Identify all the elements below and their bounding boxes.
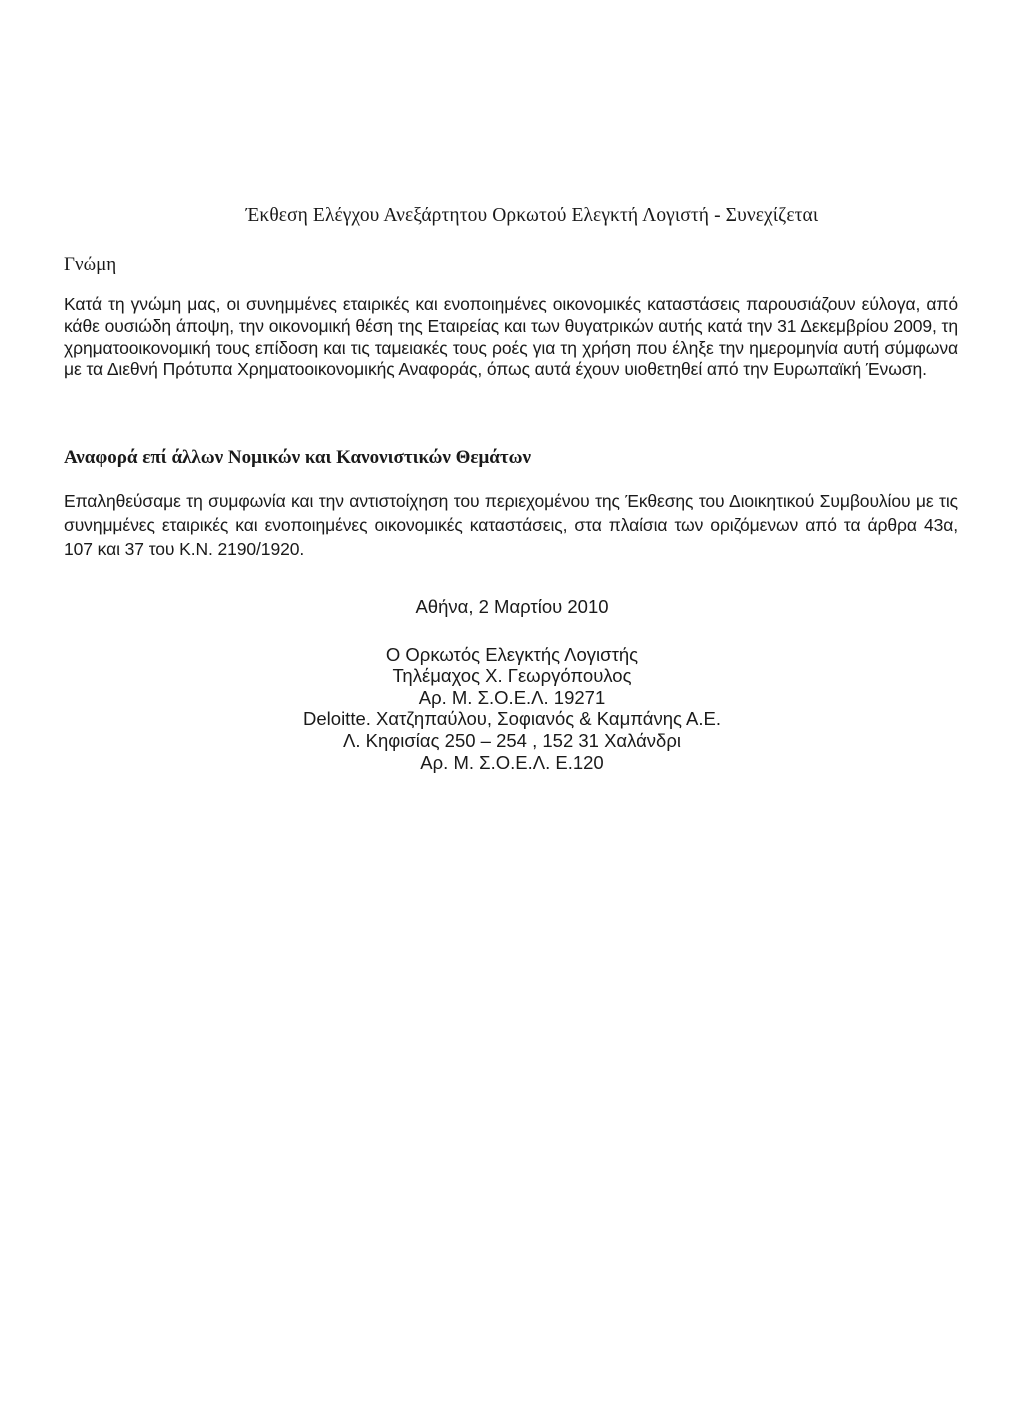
opinion-paragraph: Κατά τη γνώμη μας, οι συνημμένες εταιρικές και ενοποιημένες οικονομικές καταστάσεις παρουσιάζουν εύλογα, από κάθε ουσιώδη άποψη, την οικονομική θέση της Εταιρείας και των θυγατρικών αυτής κατά την 31 Δεκεμβρίου 2009, τη χρηματοοικονομική τους επίδοση και τις ταμειακές τους ροές για τη χρήση που έληξε την ημερομηνία αυτή σύμφωνα με τα Διεθνή Πρότυπα Χρηματοοικονομικής Αναφοράς, όπως αυτά έχουν υιοθετηθεί από την Ευρωπαϊκή Ένωση.	[64, 294, 958, 380]
audit-firm-registration: Αρ. Μ. Σ.Ο.Ε.Λ. Ε.120	[420, 751, 604, 773]
auditor-name: Τηλέμαχος Χ. Γεωργόπουλος	[392, 665, 632, 687]
opinion-section-label: Γνώμη	[64, 254, 117, 275]
audit-firm-name: Deloitte. Χατζηπαύλου, Σοφιανός & Καμπάνης Α.Ε.	[303, 708, 721, 730]
auditor-role: Ο Ορκωτός Ελεγκτής Λογιστής	[385, 643, 639, 665]
audit-firm-address: Λ. Κηφισίας 250 – 254 , 152 31 Χαλάνδρι	[343, 729, 681, 751]
other-matters-heading: Αναφορά επί άλλων Νομικών και Κανονιστικών Θεμάτων	[64, 447, 532, 468]
signature-block	[0, 596, 1024, 773]
signature-date: Αθήνα, 2 Μαρτίου 2010	[415, 596, 609, 617]
report-continuation-title: Έκθεση Ελέγχου Ανεξάρτητου Ορκωτού Ελεγκτή Λογιστή - Συνεχίζεται	[245, 205, 819, 226]
auditor-registration: Αρ. Μ. Σ.Ο.Ε.Λ. 19271	[418, 686, 606, 708]
other-matters-paragraph: Επαληθεύσαμε τη συμφωνία και την αντιστοίχηση του περιεχομένου της Έκθεσης του Διοικητικού Συμβουλίου με τις συνημμένες εταιρικές και ενοποιημένες οικονομικές καταστάσεις, στα πλαίσια των οριζόμενων από τα άρθρα 43α, 107 και 37 του Κ.Ν. 2190/1920.	[64, 491, 958, 559]
